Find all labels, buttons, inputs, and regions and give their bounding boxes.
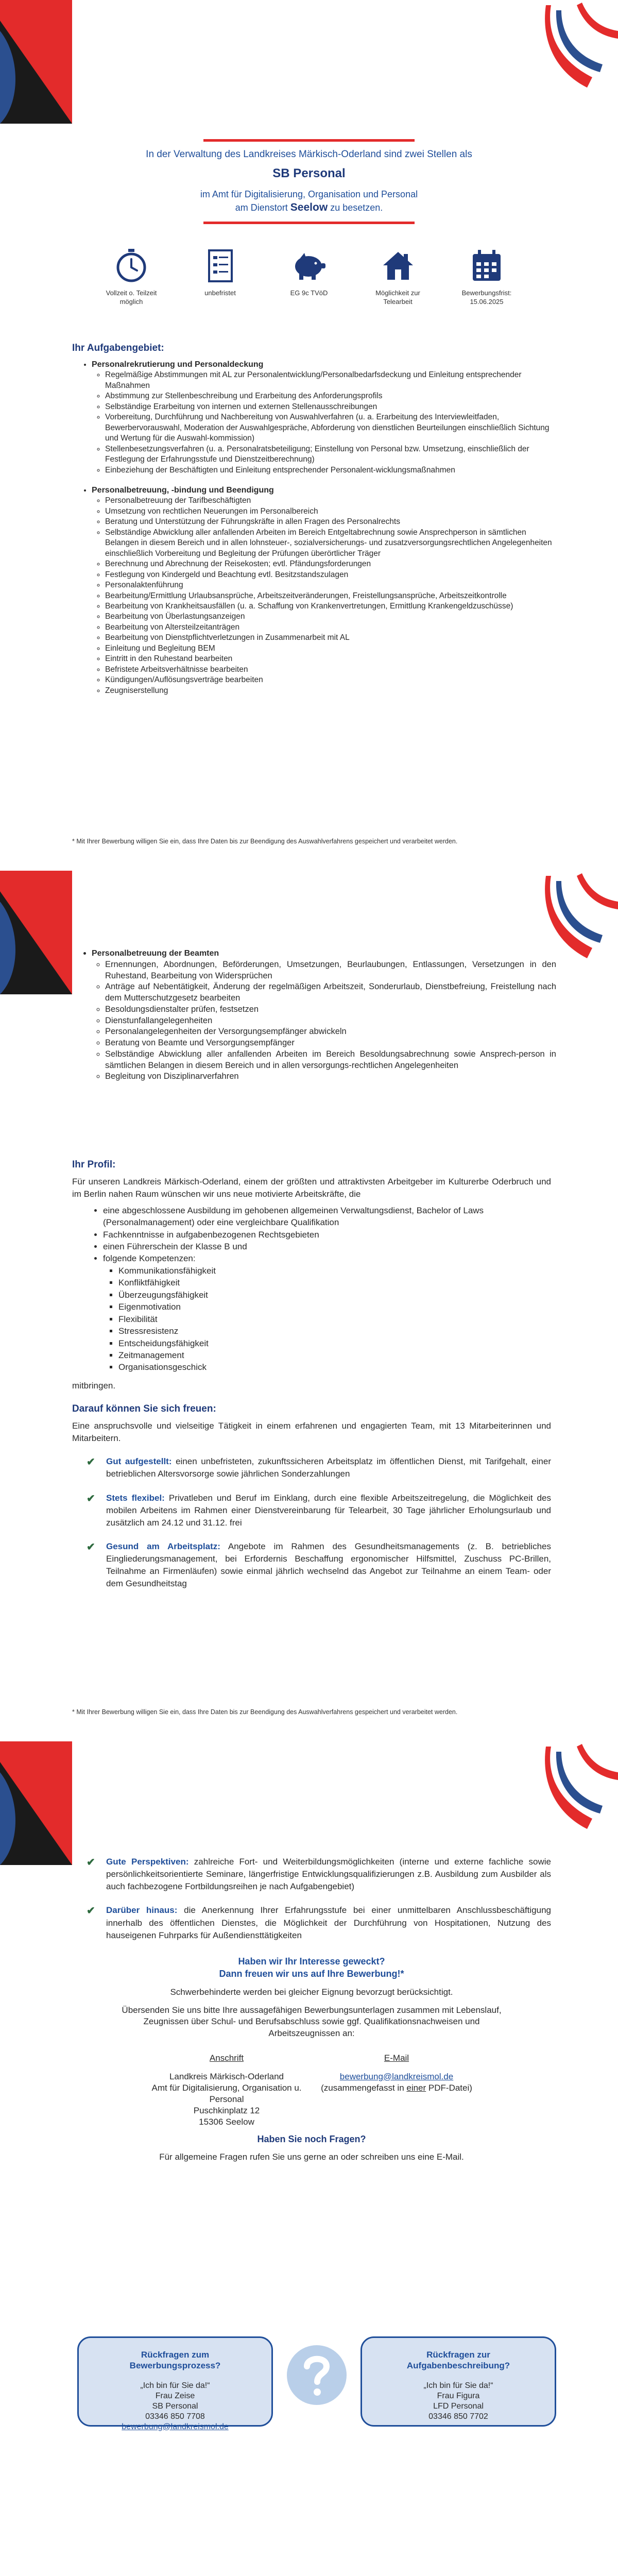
intro-text: In der Verwaltung des Landkreises Märkisch-Oderland sind zwei Stellen als xyxy=(146,149,472,160)
checkmark-icon: ✔ xyxy=(87,1456,95,1468)
location-line: am Dienstort Seelow zu besetzen. xyxy=(235,201,383,214)
fact-worktime: Vollzeit o. Teilzeit möglich xyxy=(98,249,165,307)
task-item: ◦ Vorbereitung, Durchführung und Nachbereitung von Auswahlverfahren (u. a. Erarbeitung des Interviewleitfaden, Bewerbervorauswahl, Moderation der Auswahlgespräche, Abforderung von dienstlichen Beurteilungen einschließlich Sichtung und Wertung für die Auswahl-kommission) xyxy=(105,412,556,444)
contact-section xyxy=(72,1844,551,2162)
email-format-note: (zusammengefasst in einer PDF-Datei) xyxy=(321,2082,472,2093)
contact-box-tasks: Rückfragen zur Aufgabenbeschreibung? „Ich bin für Sie da!“ Frau Figura LFD Personal 03346 850 7702 xyxy=(360,2336,556,2427)
task-item: ◦ Abstimmung zur Stellenbeschreibung und Erarbeitung des Anforderungsprofils xyxy=(105,391,556,401)
task-list-care xyxy=(92,496,556,696)
benefit-item xyxy=(72,1455,551,1480)
page-2 xyxy=(0,871,618,1741)
task-item: ◦ Regelmäßige Abstimmungen mit AL zur Personalentwicklung/Personalbedarfsdeckung und Einleitung entsprechender Maßnahmen xyxy=(105,370,556,391)
profile-item: • einen Führerschein der Klasse B und xyxy=(103,1241,551,1252)
task-item: ◦ Bearbeitung von Krankheitsausfällen (u. a. Schaffung von Krankenvertretungen, Ermittlung Krankengeldzuschüsse) xyxy=(105,601,556,612)
task-item: ◦ Stellenbesetzungsverfahren (u. a. Personalratsbeteiligung; Einstellung von Personal bzw. Umsetzung, einschließlich der Festlegung der Erfahrungsstufe und Dienstzeitberechnung) xyxy=(105,444,556,465)
corner-graphic-left xyxy=(0,0,72,124)
task-item: ◦ Selbständige Abwicklung aller anfallenden Arbeiten im Bereich Entgeltabrechnung sowie Ansprechperson in sämtlichen Belangen in diesem Bereich und in allen lohnsteuer-, sozialversicherungs- und zusatzversorgungsrechtlichen Angelegenheiten einschließlich Vorbereitung und Begleitung der Prüfungen überörtlicher Träger xyxy=(105,528,556,559)
tasks-heading: Ihr Aufgabengebiet: xyxy=(72,343,164,353)
interest-callout: Haben wir Ihr Interesse geweckt? Dann freuen wir uns auf Ihre Bewerbung!* xyxy=(219,1956,404,1979)
document-icon xyxy=(208,249,233,283)
postal-address: Anschrift Landkreis Märkisch-Oderland Amt für Digitalisierung, Organisation u. Personal Puschkinplatz 12 15306 Seelow xyxy=(151,2053,302,2127)
questions-heading: Haben Sie noch Fragen? xyxy=(257,2134,366,2145)
task-item: ◦ Besoldungsdienstalter prüfen, festsetzen xyxy=(105,1004,556,1015)
corner-graphic-left xyxy=(0,871,72,994)
checkmark-icon: ✔ xyxy=(87,1857,95,1868)
competence-item: ▪ Stressresistenz xyxy=(118,1325,551,1337)
contact-boxes xyxy=(77,2336,556,2445)
task-item: ◦ Einleitung und Begleitung BEM xyxy=(105,643,556,654)
checkmark-icon: ✔ xyxy=(87,1541,95,1553)
competence-item: ▪ Kommunikationsfähigkeit xyxy=(118,1265,551,1277)
fact-deadline: Bewerbungsfrist: 15.06.2025 xyxy=(453,249,520,307)
benefit-text: Privatleben und Beruf im Einklang, durch eine flexible Arbeitszeitregelung, die Möglichkeit des mobilen Arbeitens im Rahmen einer Dienstvereinbarung für Telearbeit, 30 Tage jährlicher Erholungsurlaub und zusätzlich am 24.12 und 31.12. frei xyxy=(106,1493,551,1528)
clock-icon xyxy=(116,249,147,283)
contact-box-process: Rückfragen zum Bewerbungsprozess? „Ich bin für Sie da!“ Frau Zeise SB Personal 03346 850 7708 bewerbung@landkreismol.de xyxy=(77,2336,273,2427)
task-item: ◦ Anträge auf Nebentätigkeit, Änderung der regelmäßigen Arbeitszeit, Sonderurlaub, Dienstbefreiung, Freistellung nach dem Mutterschutzgesetz bearbeiten xyxy=(105,981,556,1004)
task-item: ◦ Ernennungen, Abordnungen, Beförderungen, Umsetzungen, Beurlaubungen, Entlassungen, Versetzungen in den Ruhestand, Bearbeitung von Widersprüchen xyxy=(105,959,556,982)
benefit-item xyxy=(72,1856,551,1893)
task-item: ◦ Befristete Arbeitsverhältnisse bearbeiten xyxy=(105,665,556,675)
task-item: ◦ Zeugniserstellung xyxy=(105,686,556,696)
task-item: ◦ Personalaktenführung xyxy=(105,580,556,590)
footnote: * Mit Ihrer Bewerbung willigen Sie ein, dass Ihre Daten bis zur Beendigung des Auswahlverfahrens gespeichert und verarbeitet werden. xyxy=(72,1708,458,1716)
benefit-text: zahlreiche Fort- und Weiterbildungsmöglichkeiten (interne und externe fachliche sowie persönlichkeitsorientierte Seminare, längerfristige Entwicklungsqualifizierungen z.B. Ausbildung zum Ausbilder als auch fachbezogene Fortbildungsreihen je nach Aufgabengebiet) xyxy=(106,1857,551,1892)
task-item: ◦ Umsetzung von rechtlichen Neuerungen im Personalbereich xyxy=(105,506,556,517)
benefit-text: Angebote im Rahmen des Gesundheitsmanagements (z. B. betriebliches Eingliederungsmanagement, bei Erfordernis Beschaffung ergonomischer Hilfsmittel, Zuschuss PC-Brillen, Teilnahme an Firmenläufen) sowie einmal jährlich wechselnd das Angebot zur Teilnahme an einem Team- oder dem Gesundheitstag xyxy=(106,1541,551,1589)
address-label: Anschrift xyxy=(209,2053,244,2063)
calendar-icon xyxy=(471,249,503,283)
task-item: ◦ Bearbeitung von Altersteilzeitanträgen xyxy=(105,622,556,633)
task-list-recruitment xyxy=(92,370,556,476)
benefit-item xyxy=(72,1540,551,1590)
benefit-text: die Anerkennung Ihrer Erfahrungsstufe bei einer unmittelbaren Anschlussbeschäftigung innerhalb des öffentlichen Dienstes, die Möglichkeit der Durchführung von Hospitationen, Nutzung des hauseigenen Fuhrparks für Außendiensttätigkeiten xyxy=(106,1905,551,1940)
competence-item: ▪ Zeitmanagement xyxy=(118,1349,551,1361)
profile-item: • folgende Kompetenzen: ▪ Kommunikationsfähigkeit ▪ Konfliktfähigkeit ▪ Überzeugungsfähigkeit ▪ Eigenmotivation ▪ Flexibilität ▪ Stressresistenz ▪ Entscheidungsfähigkeit ▪ Zeitmanagement ▪ Organisationsgeschick xyxy=(103,1252,551,1374)
profile-item: • Fachkenntnisse in aufgabenbezogenen Rechtsgebieten xyxy=(103,1229,551,1241)
profile-list xyxy=(72,1205,551,1374)
benefit-item xyxy=(72,1492,551,1529)
benefits-list-continued xyxy=(72,1856,551,1942)
task-group-recruitment: • Personalrekrutierung und Personaldeckung ◦ Regelmäßige Abstimmungen mit AL zur Personalentwicklung/Personalbedarfsdeckung und Einleitung entsprechender Maßnahmen ◦ Abstimmung zur Stellenbeschreibung und Erarbeitung des Anforderungsprofils ◦ Selbständige Erarbeitung von internen und externen Stellenausschreibungen ◦ Vorbereitung, Durchführung und Nachbereitung von Auswahlverfahren (u. a. Erarbeitung des Interviewleitfaden, Bewerbervorauswahl, Moderation der Auswahlgespräche, Abforderung von dienstlichen Beurteilungen einschließlich Sichtung und Wertung für die Auswahl-kommission) ◦ Stellenbesetzungsverfahren (u. a. Personalratsbeteiligung; Einstellung von Personal bzw. Umsetzung, einschließlich der Festlegung der Erfahrungsstufe und Dienstzeitberechnung) ◦ Einbeziehung der Beschäftigten und Einleitung entsprechender Personalent-wicklungsmaßnahmen xyxy=(92,359,556,476)
profile-intro: Für unseren Landkreis Märkisch-Oderland, einem der größten und attraktivsten Arbeitgeber im Kulturerbe Oderbruch und im Berlin nahen Raum wünschen wir uns neue motivierte Arbeitskräfte, die xyxy=(72,1177,551,1199)
task-group-care: • Personalbetreuung, -bindung und Beendigung ◦ Personalbetreuung der Tarifbeschäftigten ◦ Umsetzung von rechtlichen Neuerungen im Personalbereich ◦ Beratung und Unterstützung der Führungskräfte in allen Fragen des Personalrechts ◦ Selbständige Abwicklung aller anfallenden Arbeiten im Bereich Entgeltabrechnung sowie Ansprechperson in sämtlichen Belangen in diesem Bereich und in allen lohnsteuer-, sozialversicherungs- und zusatzversorgungsrechtlichen Angelegenheiten einschließlich Vorbereitung und Begleitung der Prüfungen überörtlicher Träger ◦ Berechnung und Abrechnung der Reisekosten; evtl. Pfändungsforderungen ◦ Festlegung von Kindergeld und Beachtung evtl. Besitzstandszulagen ◦ Personalaktenführung ◦ Bearbeitung/Ermittlung Urlaubsansprüche, Arbeitszeitveränderungen, Freistellungsansprüche, Arbeitszeitkontrolle ◦ Bearbeitung von Krankheitsausfällen (u. a. Schaffung von Krankenvertretungen, Ermittlung Krankengeldzuschüsse) ◦ Bearbeitung von Überlastungsanzeigen ◦ Bearbeitung von Altersteilzeitanträgen ◦ Bearbeitung von Dienstpflichtverletzungen in Zusammenarbeit mit AL ◦ Einleitung und Begleitung BEM ◦ Eintritt in den Ruhestand bearbeiten ◦ Befristete Arbeitsverhältnisse bearbeiten ◦ Kündigungen/Auflösungsverträge bearbeiten ◦ Zeugniserstellung xyxy=(92,485,556,696)
task-group-officials-section xyxy=(72,948,556,1082)
coat-of-arms-graphic xyxy=(541,1741,618,1834)
checkmark-icon: ✔ xyxy=(87,1905,95,1917)
task-item: ◦ Bearbeitung/Ermittlung Urlaubsansprüche, Arbeitszeitveränderungen, Freistellungsansprüche, Arbeitszeitkontrolle xyxy=(105,591,556,601)
page-3 xyxy=(0,1741,618,2576)
questions-text: Für allgemeine Fragen rufen Sie uns gerne an oder schreiben uns eine E-Mail. xyxy=(159,2152,464,2162)
key-facts-row xyxy=(98,249,520,307)
header-rule-bottom xyxy=(203,222,415,224)
application-email-link[interactable]: bewerbung@landkreismol.de xyxy=(339,2071,454,2081)
benefits-heading: Darauf können Sie sich freuen: xyxy=(72,1403,216,1414)
task-item: ◦ Personalbetreuung der Tarifbeschäftigten xyxy=(105,496,556,506)
send-instructions: Übersenden Sie uns bitte Ihre aussagefähigen Bewerbungsunterlagen zusammen mit Lebenslauf, Zeugnissen über Schul- und Berufsabschluss sowie ggf. Qualifikationsnachweisen und Arbeitszeugnissen an: xyxy=(122,2005,502,2038)
benefit-title: Gesund am Arbeitsplatz: xyxy=(106,1541,220,1551)
profile-item: • eine abgeschlossene Ausbildung im gehobenen allgemeinen Verwaltungsdienst, Bachelor of Laws (Personalmanagement) oder eine vergleichbare Qualifikation xyxy=(103,1205,551,1229)
task-item: ◦ Einbeziehung der Beschäftigten und Einleitung entsprechender Personalent-wicklungsmaßnahmen xyxy=(105,465,556,476)
task-item: ◦ Beratung und Unterstützung der Führungskräfte in allen Fragen des Personalrechts xyxy=(105,517,556,527)
location-name: Seelow xyxy=(290,201,328,214)
benefit-title: Gute Perspektiven: xyxy=(106,1857,189,1867)
fact-telework: Möglichkeit zur Telearbeit xyxy=(365,249,432,307)
task-item: ◦ Selbständige Erarbeitung von internen und externen Stellenausschreibungen xyxy=(105,402,556,412)
task-item: ◦ Bearbeitung von Überlastungsanzeigen xyxy=(105,612,556,622)
corner-graphic-left xyxy=(0,1741,72,1865)
benefit-title: Darüber hinaus: xyxy=(106,1905,178,1916)
task-item: ◦ Berechnung und Abrechnung der Reisekosten; evtl. Pfändungsforderungen xyxy=(105,559,556,569)
competence-item: ▪ Überzeugungsfähigkeit xyxy=(118,1289,551,1301)
task-item: ◦ Bearbeitung von Dienstpflichtverletzungen in Zusammenarbeit mit AL xyxy=(105,633,556,643)
benefit-title: Gut aufgestellt: xyxy=(106,1456,172,1467)
benefit-item xyxy=(72,1904,551,1941)
header-rule-top xyxy=(203,139,415,142)
task-item: ◦ Kündigungen/Auflösungsverträge bearbeiten xyxy=(105,675,556,685)
competence-list xyxy=(103,1265,551,1374)
piggy-bank-icon xyxy=(291,249,327,283)
fact-salary: EG 9c TVöD xyxy=(276,249,342,307)
tasks-section xyxy=(72,343,556,696)
competence-item: ▪ Eigenmotivation xyxy=(118,1301,551,1313)
task-item: ◦ Festlegung von Kindergeld und Beachtung evtl. Besitzstandszulagen xyxy=(105,570,556,580)
contact-phone: 03346 850 7702 xyxy=(428,2412,488,2421)
question-mark-icon xyxy=(285,2344,348,2406)
competence-item: ▪ Entscheidungsfähigkeit xyxy=(118,1337,551,1349)
benefit-title: Stets flexibel: xyxy=(106,1493,165,1503)
competence-item: ▪ Flexibilität xyxy=(118,1313,551,1325)
benefits-intro: Eine anspruchsvolle und vielseitige Tätigkeit in einem erfahrenen und engagierten Team, mit 13 Mitarbeiterinnen und Mitarbeitern. xyxy=(72,1420,551,1443)
competence-item: ▪ Konfliktfähigkeit xyxy=(118,1277,551,1289)
task-item: ◦ Eintritt in den Ruhestand bearbeiten xyxy=(105,654,556,664)
benefit-text: einen unbefristeten, zukunftssicheren Arbeitsplatz im öffentlichen Dienst, mit Tarifgehalt, einer betrieblichen Altersvorsorge sowie jährlichen Sonderzahlungen xyxy=(106,1456,551,1479)
contact-phone: 03346 850 7708 xyxy=(145,2412,205,2421)
task-item: ◦ Dienstunfallangelegenheiten xyxy=(105,1015,556,1027)
job-subtitle xyxy=(72,188,546,215)
disabled-note: Schwerbehinderte werden bei gleicher Eignung bevorzugt berücksichtigt. xyxy=(170,1987,453,1997)
house-icon xyxy=(381,249,415,283)
profile-heading: Ihr Profil: xyxy=(72,1159,116,1170)
task-item: ◦ Beratung von Beamte und Versorgungsempfänger xyxy=(105,1038,556,1049)
coat-of-arms-graphic xyxy=(541,0,618,93)
task-item: ◦ Begleitung von Disziplinarverfahren xyxy=(105,1071,556,1082)
benefits-list xyxy=(72,1455,551,1590)
job-title: SB Personal xyxy=(272,166,346,180)
task-group-officials: • Personalbetreuung der Beamten ◦ Ernennungen, Abordnungen, Beförderungen, Umsetzungen, Beurlaubungen, Entlassungen, Versetzungen in den Ruhestand, Bearbeitung von Widersprüchen ◦ Anträge auf Nebentätigkeit, Änderung der regelmäßigen Arbeitszeit, Sonderurlaub, Dienstbefreiung, Freistellung nach dem Mutterschutzgesetz bearbeiten ◦ Besoldungsdienstalter prüfen, festsetzen ◦ Dienstunfallangelegenheiten ◦ Personalangelegenheiten der Versorgungsempfänger abwickeln ◦ Beratung von Beamte und Versorgungsempfänger ◦ Selbständige Abwicklung aller anfallenden Arbeiten im Bereich Besoldungsabrechnung sowie Ansprech-person in sämtlichen Belangen in diesem Bereich und in allen versorgungs-rechtlichen Angelegenheiten ◦ Begleitung von Disziplinarverfahren xyxy=(92,948,556,1082)
task-item: ◦ Personalangelegenheiten der Versorgungsempfänger abwickeln xyxy=(105,1026,556,1038)
task-list-officials xyxy=(92,959,556,1082)
contact-email-link[interactable]: bewerbung@landkreismol.de xyxy=(122,2422,229,2431)
checkmark-icon: ✔ xyxy=(87,1493,95,1504)
profile-outro: mitbringen. xyxy=(72,1380,116,1391)
department-line: im Amt für Digitalisierung, Organisation und Personal xyxy=(200,189,418,199)
profile-section xyxy=(72,1159,551,1590)
email-channel xyxy=(312,2053,482,2128)
task-item: ◦ Selbständige Abwicklung aller anfallenden Arbeiten im Bereich Besoldungsabrechnung sowie Ansprech-person in sämtlichen Belangen in diesem Bereich und in allen versorgungs-rechtlichen Angelegenheiten xyxy=(105,1049,556,1072)
application-channels xyxy=(142,2053,482,2128)
email-label: E-Mail xyxy=(384,2053,409,2063)
fact-contract: unbefristet xyxy=(187,249,254,307)
page-1 xyxy=(0,0,618,871)
footnote: * Mit Ihrer Bewerbung willigen Sie ein, dass Ihre Daten bis zur Beendigung des Auswahlverfahrens gespeichert und verarbeitet werden. xyxy=(72,838,458,845)
competence-item: ▪ Organisationsgeschick xyxy=(118,1361,551,1373)
